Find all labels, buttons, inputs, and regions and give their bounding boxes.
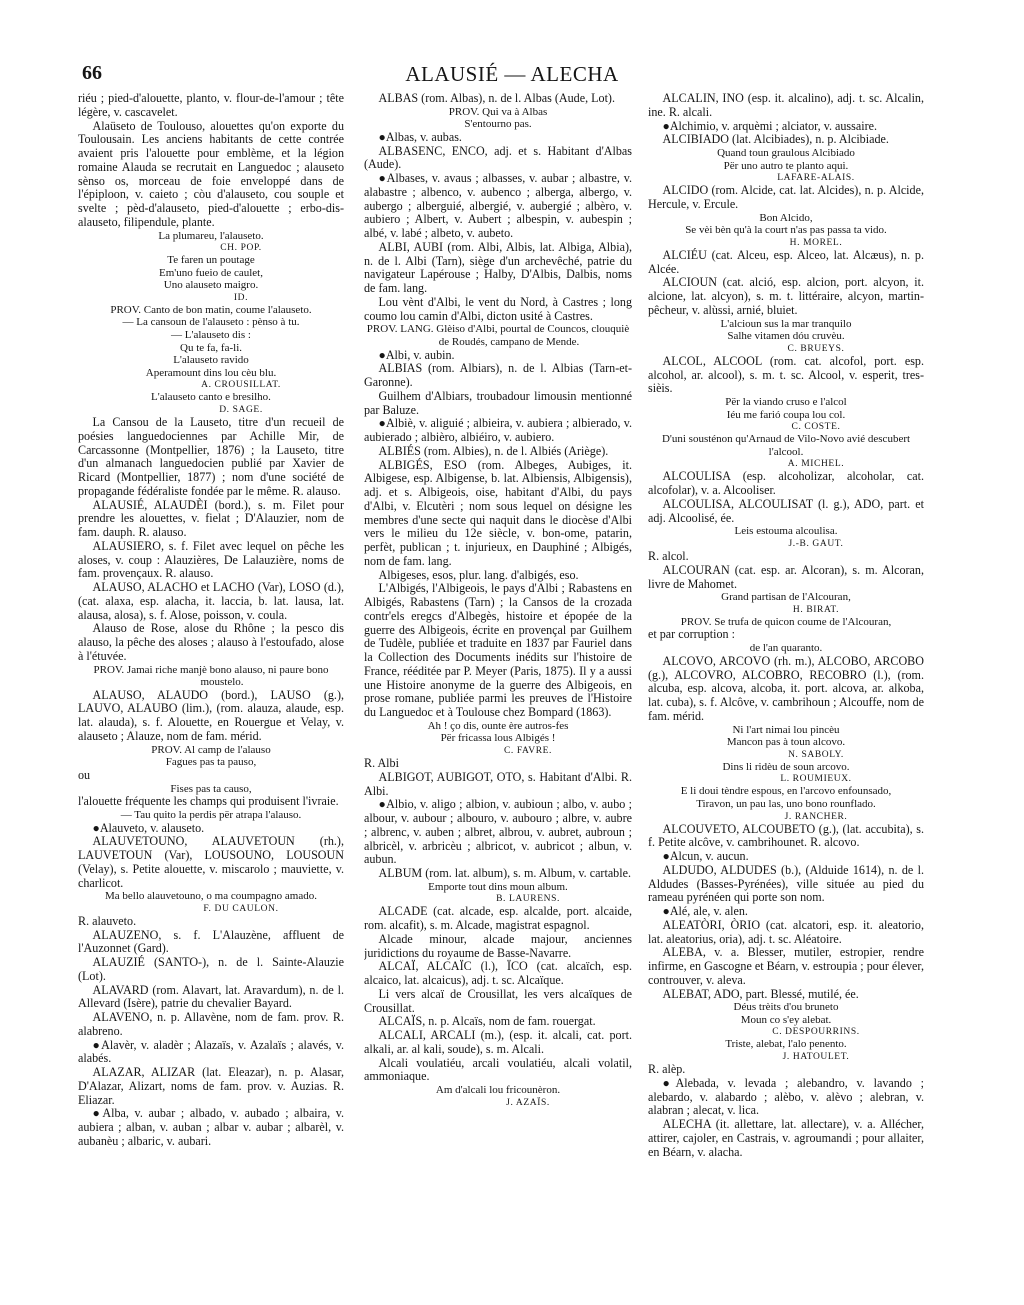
- page-number: 66: [82, 62, 102, 84]
- verse-line: Em'uno fueio de caulet,: [158, 266, 263, 279]
- dictionary-entry: ALAUZIÉ (SANTO-), n. de l. Sainte-Alauzie (Lot).: [78, 955, 344, 983]
- dictionary-entry: ●Albases, v. avaus ; albasses, v. aubar ; albastre, v. alabastre ; albenco, v. aubenco ; alberga, albergo, v. aubergo ; alberguié, albergié, v. aubergié ; albèro, v. aubiero ; Albert, v. Aubert ; albespin, v. aubespin ; albé, v. labé ; albeto, v. aubeto.: [364, 171, 632, 241]
- verse-line: PROV. Qui va à Albas: [448, 105, 548, 118]
- dictionary-entry: Alcade minour, alcade majour, anciennes juridictions du royaume de Basse-Navarre.: [364, 931, 632, 960]
- dictionary-entry: ●Alcun, v. aucun.: [662, 849, 749, 864]
- proverb-line: PROV. Jamai riche manjè bono alauso, ni paure bono moustelo.: [93, 663, 329, 689]
- dictionary-entry: ALCOURAN (cat. esp. ar. Alcoran), s. m. Alcoran, livre de Mahomet.: [648, 562, 924, 591]
- verse-line: Déus trèits d'ou bruneto: [733, 1001, 839, 1014]
- verse-line: L'alauseto canto e bresilho.: [151, 391, 271, 404]
- verse-line: Se vèi bèn qu'à la court n'as pas passa ta vido.: [685, 224, 887, 237]
- column-left: [78, 92, 344, 1232]
- verse-line: Ni l'art nimai lou pincèu: [732, 723, 840, 736]
- citation-author: C. DESPOURRINS.: [772, 1027, 860, 1038]
- verse-line: Quand toun graulous Alcibiado: [717, 147, 855, 159]
- dictionary-entry: Guilhem d'Albiars, troubadour limousin mentionné par Baluze.: [364, 388, 632, 417]
- proverb-line: PROV. Se trufa de quicon coume de l'Alcouran,: [680, 615, 892, 628]
- text-line: l'alouette fréquente les champs qui produisent l'ivraie.: [78, 794, 339, 809]
- text-line: ou: [78, 767, 91, 782]
- citation-author: J. RANCHER.: [784, 811, 848, 822]
- dictionary-entry: Albigeses, esos, plur. lang. d'albigés, eso.: [378, 567, 579, 582]
- verse-line: Për fricassa lous Albigés !: [440, 732, 556, 745]
- column-right: [648, 92, 924, 1232]
- dictionary-entry: ALAVENO, n. p. Allavène, nom de fam. prov. R. alabreno.: [78, 1010, 344, 1038]
- citation-author: B. LAURENS.: [496, 894, 560, 905]
- verse-line: Leis estouma alcoulisa.: [734, 525, 838, 538]
- dictionary-entry: ALBASENC, ENCO, adj. et s. Habitant d'Albas (Aude).: [364, 143, 632, 172]
- citation-author: D. SAGE.: [219, 405, 263, 416]
- verse-line: Triste, alebat, l'alo penento.: [725, 1038, 847, 1051]
- dictionary-entry: ALBIÉS (rom. Albies), n. de l. Albiés (Ariège).: [378, 443, 609, 458]
- dictionary-entry: ALCIÉU (cat. Alceu, esp. Alceo, lat. Alcæus), n. p. Alcée.: [648, 247, 924, 276]
- proverb-line: — Tau quito la perdis për atrapa l'alauso.: [120, 809, 302, 821]
- citation-author: ID.: [233, 292, 249, 303]
- verse-line: La plumareu, l'alauseto.: [158, 229, 264, 242]
- dictionary-entry: ALCIOUN (cat. alció, esp. alcion, port. alcyon, it. alcione, lat. alcyon), s. m. t. littéraire, alcyon, martin-pêcheur, v. alùssi, arnié, bluiet.: [648, 275, 924, 317]
- citation-author: L. ROUMIEUX.: [780, 774, 852, 785]
- dictionary-entry: Alaüseto de Toulouso, alouettes qu'on exporte du Toulousain. Les anciens habitants de cette contrée avaient pris l'alouette pour emblème, et la légion romaine Alauda se recrutait en Languedoc ; alauseto sènso os, morceau de foie enveloppé dans de l'épiploon, v. caieto ; còu d'alauseto, cou souple et svelte ; pèd-d'alauseto, pied-d'alouette ; erbo-dis-alauseto, filipendule, plante.: [78, 118, 344, 229]
- dictionary-entry: ALCALI, ARCALI (m.), (esp. it. alcali, cat. port. alkali, ar. al kali, soude), s. m. Alcali.: [364, 1028, 632, 1056]
- citation-author: CH. POP.: [220, 243, 262, 254]
- verse-line: E li doui tèndre espous, en l'arcovo enfounsado,: [680, 785, 892, 798]
- citation-author: N. SABOLY.: [788, 749, 844, 760]
- dictionary-entry: ALECHA (it. allettare, lat. allectare), v. a. Allécher, attirer, cajoler, en Castrais, v. agroumandi ; pour allaiter, en Béarn, v. alacha.: [648, 1117, 924, 1159]
- dictionary-entry: ●Alavèr, v. aladèr ; Alazaïs, v. Azalaïs ; alavés, v. alabés.: [78, 1037, 344, 1066]
- dictionary-entry: L'Albigés, l'Albigeois, le pays d'Albi ; Rabastens en Albigés, Rabastens (Tarn) ; la Cansos de la crozada contr'els eregcs d'Albegès, histoire et épopée de la guerre des Albigeois, écrite en provençal par Guilhem de Tudèle, publiée et traduite en 1837 par Fauriel dans la Collection des Documents inédits sur l'histoire de France, rééditée par P. Meyer (Paris, 1875). Il y a aussi une Histoire anonyme de la guerre des Albigeois, en prose romane, publiée parmi les preuves de l'Histoire du Languedoc et à Toulouse chez Bompard (1863).: [364, 581, 632, 720]
- dictionary-entry: Alcali voulatiéu, arcali voulatiéu, alcali volatil, ammoniaque.: [364, 1055, 632, 1084]
- verse-line: Fagues pas ta pauso,: [165, 756, 257, 769]
- verse-line: Për la viando cruso e l'alcol: [725, 396, 847, 409]
- dictionary-entry: ALAUZENO, s. f. L'Alauzène, affluent de l'Auzonnet (Gard).: [78, 927, 344, 956]
- citation-author: H. BIRAT.: [792, 604, 840, 615]
- text-line: et par corruption :: [648, 627, 735, 642]
- dictionary-entry: ●Alauveto, v. alauseto.: [92, 820, 205, 835]
- text-line: R. alèp.: [648, 1062, 686, 1077]
- verse-line: Te faren un poutage: [167, 254, 255, 267]
- dictionary-entry: ALBIAS (rom. Albiars), n. de l. Albias (Tarn-et-Garonne).: [364, 361, 632, 390]
- dictionary-entry: ALAUSO, ALACHO et LACHO (Var), LOSO (d.), (cat. alaxa, esp. alacha, it. laccia, b. lat. lausa, lat. alausa, alosa), s. f. Alose, poisson, v. coula.: [78, 580, 344, 622]
- verse-line: Salhe vitamen dóu cruvèu.: [727, 330, 845, 343]
- dictionary-entry: ALCOULISA (esp. alcoholizar, alcoholar, cat. alcofolar), v. a. Alcooliser.: [648, 469, 924, 498]
- verse-line: Dins li ridèu de soun arcovo.: [722, 760, 850, 773]
- dictionary-entry: ●Albas, v. aubas.: [378, 129, 462, 144]
- proverb-line: — L'alauseto dis :: [171, 329, 251, 342]
- dictionary-entry: ●Alba, v. aubar ; albado, v. aubado ; albaira, v. aubiera ; alban, v. auban ; albar v. aubar ; albarèl, v. aubanèu ; albaric, v. aubari.: [78, 1106, 344, 1148]
- citation-author: J. AZAÏS.: [506, 1097, 550, 1108]
- dictionary-entry: ●Alebada, v. levada ; alebandro, v. lavando ; alebardo, v. alabardo ; alèbo, v. alèvo ; alebran, v. alabran ; alecat, v. lica.: [648, 1075, 924, 1118]
- verse-line: S'entourno pas.: [464, 118, 532, 131]
- verse-line: Tiravon, un pau las, uno bono rounflado.: [696, 797, 876, 810]
- dictionary-entry: ALCAÏ, ALCAÏC (l.), ÏCO (cat. alcaïch, esp. alcaico, lat. alcaicus), adj. t. sc. Alcaïque.: [364, 959, 632, 988]
- verse-line: Iéu me farió coupa lou col.: [726, 408, 846, 421]
- dictionary-entry: ALCOULISA, ALCOULISAT (l. g.), ADO, part. et adj. Alcoolisé, ée.: [648, 496, 924, 525]
- dictionary-entry: La Cansou de la Lauseto, titre d'un recueil de poésies languedociennes par Achille Mir, de Carcassonne (Montpellier, 1876) ; la Lauseto, titre d'un almanach languedocien publié par Xavier de Ricard (Montpellier, 1877) ; nom d'une société de propagande fédéraliste fondée par le même. R. alauso.: [78, 415, 344, 498]
- dictionary-entry: ●Alchimio, v. arquèmi ; alciator, v. aussaire.: [662, 118, 877, 133]
- citation-author: J.-B. GAUT.: [788, 539, 844, 550]
- dictionary-entry: ALBIGOT, AUBIGOT, OTO, s. Habitant d'Albi. R. Albi.: [364, 769, 632, 798]
- dictionary-entry: ALCOUVETO, ALCOUBETO (g.), (lat. accubita), s. f. Petite alcôve, v. cambrihounet. R. alcovo.: [648, 821, 924, 850]
- verse-line: Emporte tout dins moun album.: [428, 880, 568, 893]
- citation-author: J. HATOULET.: [782, 1052, 850, 1063]
- verse-line: Ah ! ço dis, ounte ère autros-fes: [427, 719, 569, 732]
- dictionary-entry: ALCALIN, INO (esp. it. alcalino), adj. t. sc. Alcalin, ine. R. alcali.: [648, 92, 924, 119]
- dictionary-entry: ALDUDO, ALDUDES (b.), (Alduide 1614), n. de l. Aldudes (Basses-Pyrénées), ville située au pied du rameau pyrénéen qui porte son nom.: [648, 862, 924, 905]
- dictionary-entry: ALCIBIADO (lat. Alcibiades), n. p. Alcibiade.: [662, 132, 889, 147]
- dictionary-entry: ALBI, AUBI (rom. Albi, Albis, lat. Albiga, Albia), n. de l. Albi (Tarn), siège d'un archevêché, patrie du navigateur Lapérouse ; Halby, D'Albis, Dalbis, noms de fam. lang.: [364, 239, 632, 296]
- dictionary-entry: ALEBAT, ADO, part. Blessé, mutilé, ée.: [662, 986, 859, 1001]
- verse-line: Për uno autro te planto aqui.: [723, 159, 849, 172]
- dictionary-entry: ALCOVO, ARCOVO (rh. m.), ALCOBO, ARCOBO (g.), ALCOVRO, ALCOBRO, RECOBRO (l.), (rom. alcuba, esp. alcova, alcoba, it. port. alcova, ar. alkoba, lat. cuba), s. f. Alcôve, v. cambrihoun ; Alcouffe, nom de fam. mérid.: [648, 653, 924, 723]
- verse-line: PROV. Al camp de l'alauso: [151, 743, 271, 756]
- dictionary-entry: ALAUSIERO, s. f. Filet avec lequel on pêche les aloses, v. coup : Alauzières, De Lalauzière, noms de fam. provençaux. R. alauso.: [78, 538, 344, 581]
- dictionary-entry: ALEATÒRI, ÒRIO (cat. alcatori, esp. it. aleatorio, lat. aleatorius, oria), adj. t. sc. Aléatoire.: [648, 917, 924, 946]
- dictionary-entry: ●Albiè, v. aliguié ; albieira, v. aubiera ; albierado, v. aubierado ; albièro, albiéiro, v. aubiero.: [364, 416, 632, 445]
- citation-author: H. MOREL.: [789, 237, 843, 248]
- verse-line: Grand partisan de l'Alcouran,: [721, 591, 851, 604]
- column-middle: [364, 92, 632, 1232]
- verse-line: Moun co s'ey alebat.: [740, 1013, 832, 1026]
- dictionary-entry: Lou vènt d'Albi, le vent du Nord, à Castres ; long coumo lou camin d'Albi, dicton usité à Castres.: [364, 294, 632, 323]
- text-line: riéu ; pied-d'alouette, planto, v. flour-de-l'amour ; tête légère, v. cascavelet.: [78, 92, 344, 119]
- citation-author: A. MICHEL.: [787, 459, 845, 470]
- verse-line: Bon Alcido,: [759, 211, 813, 224]
- text-line: R. alcol.: [648, 549, 689, 564]
- dictionary-entry: ALCADE (cat. alcade, esp. alcalde, port. alcaide, rom. alcafit), s. m. Alcade, magistrat espagnol.: [364, 904, 632, 933]
- dictionary-entry: ALAUVETOUNO, ALAUVETOUN (rh.), LAUVETOUN (Var), LOUSOUNO, LOUSOUN (Velay), s. Petite alouette, v. miscarolo ; mauviette, v. charlicot.: [78, 834, 344, 890]
- dictionary-entry: ALAZAR, ALIZAR (lat. Eleazar), n. p. Alasar, D'Alazar, Alizart, noms de fam. prov. v. Auzias. R. Eliazar.: [78, 1065, 344, 1107]
- verse-line: L'alauseto ravido: [173, 354, 249, 367]
- verse-line: Fises pas ta causo,: [170, 782, 252, 795]
- proverb-line: PROV. Canto de bon matin, coume l'alauseto.: [110, 303, 312, 316]
- citation-author: LAFARE-ALAIS.: [777, 173, 855, 184]
- dictionary-entry: ●Alé, ale, v. alen.: [662, 904, 748, 919]
- proverb-line: — La cansoun de l'alauseto : pènso à tu.: [122, 316, 300, 329]
- verse-line: Mancon pas à toun alcovo.: [726, 736, 846, 749]
- verse-line: Am d'alcali lou fricounèron.: [435, 1084, 561, 1097]
- dictionary-entry: ALCIDO (rom. Alcide, cat. lat. Alcides), n. p. Alcide, Hercule, v. Ercule.: [648, 183, 924, 211]
- dictionary-entry: ALCOL, ALCOOL (rom. cat. alcofol, port. esp. alcohol, ar. alcool), s. m. t. sc. Alcool, v. esperit, tres-sièis.: [648, 353, 924, 396]
- verse-line: Qu te fa, fa-li.: [180, 341, 242, 354]
- dictionary-entry: ALAVARD (rom. Alavart, lat. Aravardum), n. de l. Allevard (Isère), patrie du chevalier Bayard.: [78, 982, 344, 1011]
- text-line: R. alauveto.: [78, 913, 137, 928]
- verse-line: de l'an quaranto.: [749, 642, 823, 655]
- proverb-line: PROV. LANG. Glèiso d'Albi, pourtal de Councos, clouquiè de Roudés, campano de Mende.: [366, 323, 630, 349]
- verse-line: Aperamount dins lou cèu blu.: [145, 366, 277, 379]
- dictionary-entry: ALCAÏS, n. p. Alcaïs, nom de fam. rouergat.: [378, 1014, 596, 1029]
- citation-author: C. FAVRE.: [503, 746, 553, 757]
- citation-author: C. COSTE.: [791, 422, 841, 433]
- text-line: R. Albi: [364, 756, 399, 771]
- dictionary-entry: Li vers alcaï de Crousillat, les vers alcaïques de Crousillat.: [364, 986, 632, 1015]
- dictionary-entry: ALEBA, v. a. Blesser, mutiler, estropier, rendre infirme, en Gascogne et Béarn, v. estroupia ; pour élever, controuver, v. aleva.: [648, 945, 924, 987]
- citation-author: F. DU CAULON.: [203, 903, 279, 914]
- citation-author: C. BRUEYS.: [787, 343, 845, 354]
- page-title: ALAUSIÉ — ALECHA: [405, 62, 619, 86]
- verse-line: D'uni sousténon qu'Arnaud de Vilo-Novo avié descubert l'alcool.: [661, 433, 911, 458]
- dictionary-entry: ●Albi, v. aubin.: [378, 347, 455, 362]
- dictionary-entry: ALAUSIÉ, ALAUDÈI (bord.), s. m. Filet pour prendre les alouettes, v. fielat ; D'Alauzier, nom de fam. dauph. R. alauso.: [78, 497, 344, 540]
- dictionary-entry: ALBAS (rom. Albas), n. de l. Albas (Aude, Lot).: [378, 92, 615, 105]
- verse-line: L'alcioun sus la mar tranquilo: [720, 317, 852, 330]
- dictionary-entry: ALAUSO, ALAUDO (bord.), LAUSO (g.), LAUVO, ALAUBO (lim.), (rom. alauza, alaude, esp. lat. alauda), s. f. Alouette, en Rouergue et Velay, v. alauseto ; Alauze, nom de fam. mérid.: [78, 687, 344, 743]
- dictionary-entry: ALBIGÉS, ESO (rom. Albeges, Aubiges, it. Albigese, esp. Albigense, b. lat. Albiensis, Albigensis), adj. et s. Albigeois, oise, habitant d'Albi, du pays d'Albi, v. Elcutèri ; nom sous lequel on désigne les membres d'une secte qui naquit dans le diocèse d'Albi vers le milieu du 12e siècle, v. bon-ome, patarin, perfèt, publican ; t. injurieux, en Dauphiné ; Albigés, nom de fam. lang.: [364, 457, 632, 568]
- citation-author: A. CROUSILLAT.: [201, 380, 281, 391]
- verse-line: Uno alauseto maigro.: [163, 279, 259, 292]
- dictionary-entry: ALBUM (rom. lat. album), s. m. Album, v. cartable.: [378, 866, 631, 881]
- verse-line: Ma bello alauvetouno, o ma coumpagno amado.: [105, 890, 317, 903]
- dictionary-entry: ●Albio, v. aligo ; albion, v. aubioun ; albo, v. aubo ; albour, v. aubour ; albouro, v. aubouro ; albre, v. aubre ; albrenc, v. auben ; albret, albrou, v. aubret, aubroun ; albricèl, v. arbricèu ; albricot, v. aubricot ; albun, v. aubun.: [364, 797, 632, 867]
- dictionary-entry: Alauso de Rose, alose du Rhône ; la pesco dis alauso, la pêche des aloses ; alauso à l'estoufado, alose à l'étuvée.: [78, 621, 344, 663]
